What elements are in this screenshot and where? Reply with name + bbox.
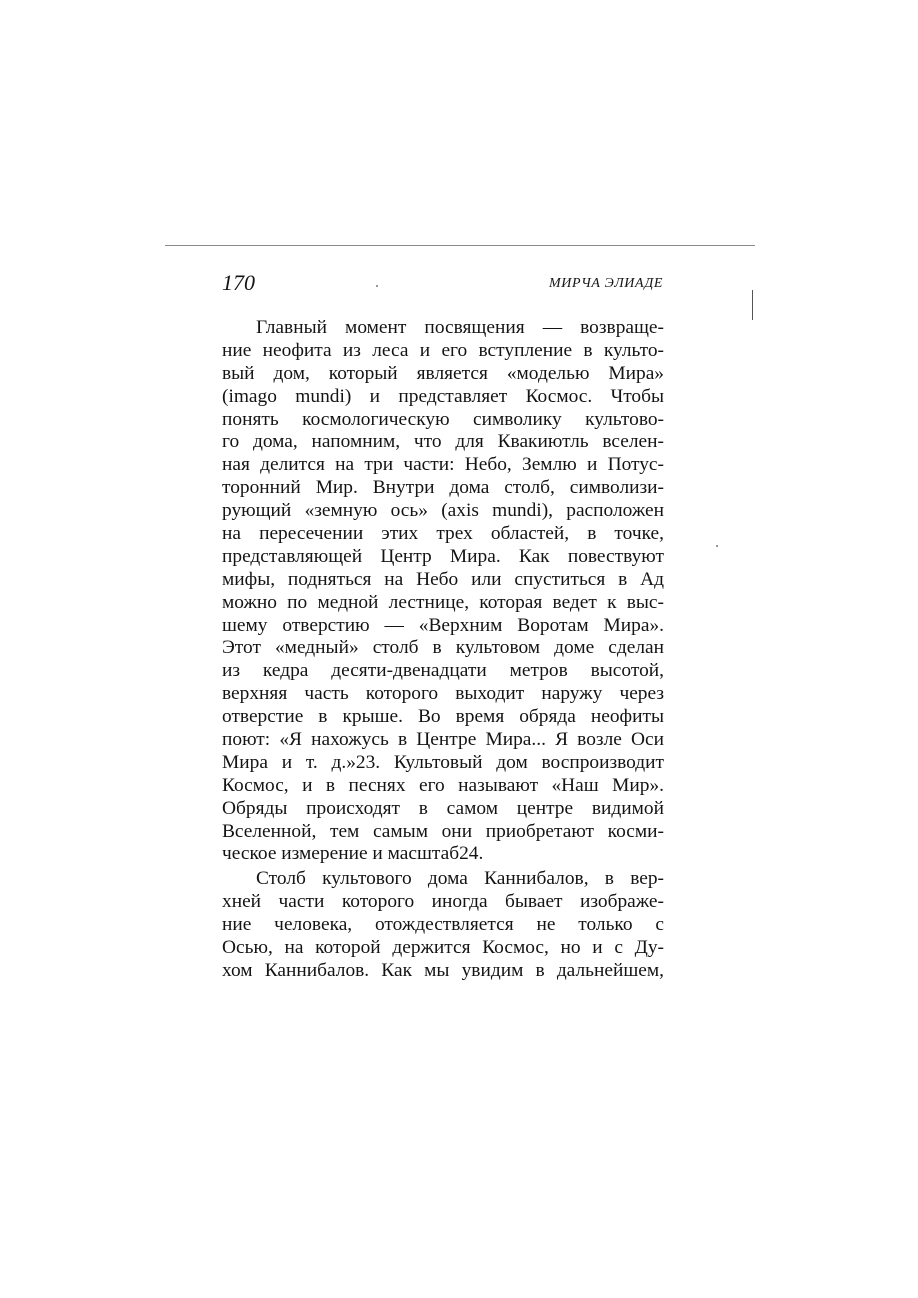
text-line: Этот «медный» столб в культовом доме сделан: [222, 637, 664, 659]
text-line: Осью, на которой держится Космос, но и с Ду-: [222, 937, 664, 959]
margin-mark: [752, 290, 753, 320]
text-line: Главный момент посвящения — возвраще-: [256, 317, 664, 338]
text-line: на пересечении этих трех областей, в точке,: [222, 523, 664, 545]
text-line: Столб культового дома Каннибалов, в вер-: [256, 868, 664, 890]
text-line: торонний Мир. Внутри дома столб, символизи-: [222, 477, 664, 499]
text-line: го дома, напомним, что для Квакиютль вселен-: [222, 431, 664, 453]
text-line: хней части которого иногда бывает изображе-: [222, 891, 664, 913]
text-line: хом Каннибалов. Как мы увидим в дальнейшем,: [222, 959, 664, 981]
text-line: шему отверстию — «Верхним Воротам Мира».: [222, 614, 664, 636]
text-line: представляющей Центр Мира. Как повествуют: [222, 545, 664, 567]
body-text: [222, 317, 664, 983]
text-line: отверстие в крыше. Во время обряда неофиты: [222, 706, 664, 728]
header-rule: [165, 245, 755, 246]
page-number: 170: [222, 270, 255, 295]
text-line: Мира и т. д.»23. Культовый дом воспроизводит: [222, 751, 664, 773]
text-line: из кедра десяти-двенадцати метров высотой,: [222, 660, 664, 682]
text-line: Космос, и в песнях его называют «Наш Мир».: [222, 774, 664, 796]
scan-speck: [716, 545, 718, 547]
text-line: можно по медной лестнице, которая ведет к выс-: [222, 591, 664, 613]
text-line: понять космологическую символику культово-: [222, 408, 664, 430]
text-line: рующий «земную ось» (axis mundi), расположен: [222, 500, 664, 522]
text-line: (imago mundi) и представляет Космос. Чтобы: [222, 385, 664, 407]
text-line: верхняя часть которого выходит наружу через: [222, 683, 664, 705]
text-line: ная делится на три части: Небо, Землю и Потус-: [222, 454, 664, 476]
text-line: Обряды происходят в самом центре видимой: [222, 797, 664, 819]
text-line: вый дом, который является «моделью Мира»: [222, 362, 664, 384]
text-line: Вселенной, тем самым они приобретают косми-: [222, 820, 664, 842]
text-line: поют: «Я нахожусь в Центре Мира... Я возле Оси: [222, 729, 664, 751]
text-line: ние неофита из леса и его вступление в культо-: [222, 339, 664, 361]
text-line: ние человека, отождествляется не только с: [222, 914, 664, 936]
text-line: ческое измерение и масштаб24.: [222, 843, 484, 865]
text-line: мифы, подняться на Небо или спуститься в Ад: [222, 568, 664, 590]
running-head-author: МИРЧА ЭЛИАДЕ: [548, 276, 663, 291]
scan-speck: [376, 285, 378, 287]
